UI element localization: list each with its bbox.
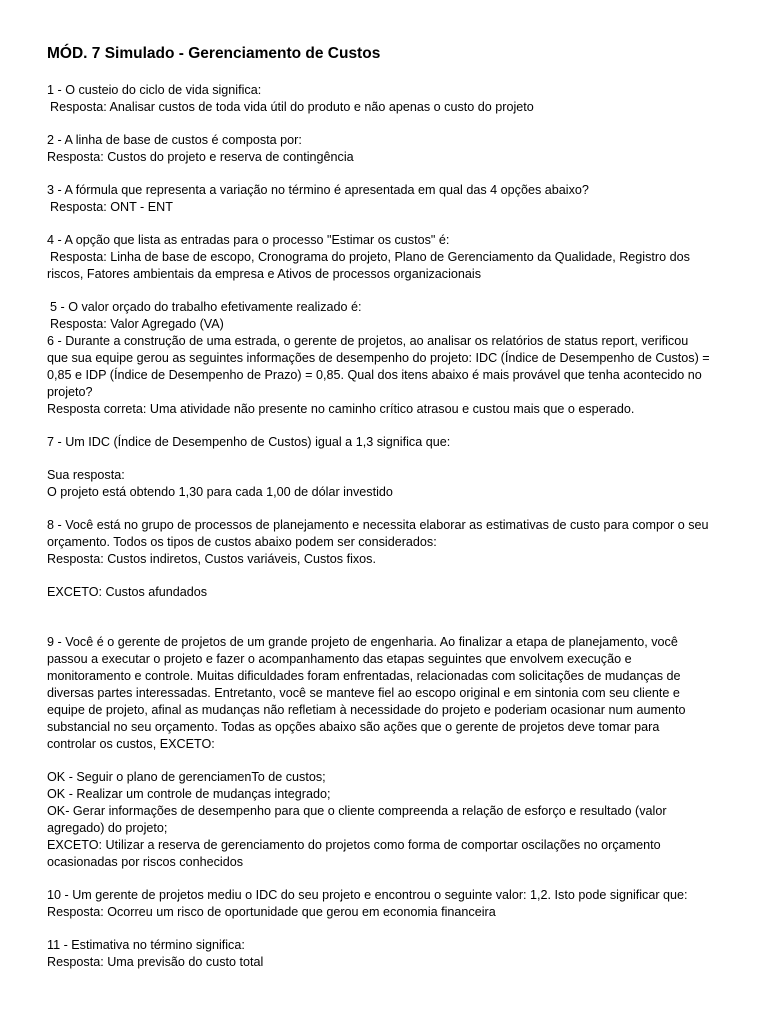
question-6-line-1: 6 - Durante a construção de uma estrada, o gerente de projetos, ao analisar os relatórios de status report, verificou bbox=[47, 334, 689, 348]
answer-11: Resposta: Uma previsão do custo total bbox=[47, 955, 264, 969]
question-9-line-6: substancial no seu orçamento. Todas as opções abaixo são ações que o gerente de projetos deve tomar para bbox=[47, 720, 660, 734]
answer-8: Resposta: Custos indiretos, Custos variáveis, Custos fixos. bbox=[47, 552, 376, 566]
question-11: 11 - Estimativa no término significa: bbox=[47, 938, 245, 952]
answer-9-exception-line-1: EXCETO: Utilizar a reserva de gerenciamento do projetos como forma de comportar oscilações no orçamento bbox=[47, 838, 661, 852]
question-9-line-3: monitoramento e controle. Muitas dificuldades foram enfrentadas, relacionadas com solicitações de mudanças de bbox=[47, 669, 681, 683]
question-6-line-4: projeto? bbox=[47, 385, 93, 399]
question-8-line-1: 8 - Você está no grupo de processos de planejamento e necessita elaborar as estimativas de custo para compor o seu bbox=[47, 518, 709, 532]
answer-9-option-3-line-1: OK- Gerar informações de desempenho para que o cliente compreenda a relação de esforço e resultado (valor bbox=[47, 804, 667, 818]
answer-7: O projeto está obtendo 1,30 para cada 1,00 de dólar investido bbox=[47, 485, 393, 499]
question-9-line-1: 9 - Você é o gerente de projetos de um grande projeto de engenharia. Ao finalizar a etapa de planejamento, você bbox=[47, 635, 678, 649]
answer-2: Resposta: Custos do projeto e reserva de contingência bbox=[47, 150, 354, 164]
answer-7-label: Sua resposta: bbox=[47, 468, 125, 482]
answer-5: Resposta: Valor Agregado (VA) bbox=[50, 317, 224, 331]
answer-10: Resposta: Ocorreu um risco de oportunidade que gerou em economia financeira bbox=[47, 905, 496, 919]
question-1: 1 - O custeio do ciclo de vida significa: bbox=[47, 83, 262, 97]
answer-1: Resposta: Analisar custos de toda vida útil do produto e não apenas o custo do projeto bbox=[50, 100, 534, 114]
question-9-line-5: equipe de projeto, afinal as mudanças não refletiam à necessidade do projeto e poderiam ocasionar num aumento bbox=[47, 703, 686, 717]
question-6-line-2: que sua equipe gerou as seguintes informações de desempenho do projeto: IDC (Índice de Desempenho de Custos) = bbox=[47, 351, 710, 365]
question-8-line-2: orçamento. Todos os tipos de custos abaixo podem ser considerados: bbox=[47, 535, 437, 549]
question-10: 10 - Um gerente de projetos mediu o IDC do seu projeto e encontrou o seguinte valor: 1,2. Isto pode significar que: bbox=[47, 888, 688, 902]
question-7: 7 - Um IDC (Índice de Desempenho de Custos) igual a 1,3 significa que: bbox=[47, 435, 451, 449]
question-3: 3 - A fórmula que representa a variação no término é apresentada em qual das 4 opções abaixo? bbox=[47, 183, 589, 197]
answer-6: Resposta correta: Uma atividade não presente no caminho crítico atrasou e custou mais que o esperado. bbox=[47, 402, 635, 416]
answer-3: Resposta: ONT - ENT bbox=[50, 200, 173, 214]
answer-4-line-1: Resposta: Linha de base de escopo, Cronograma do projeto, Plano de Gerenciamento da Qualidade, Registro dos bbox=[50, 250, 690, 264]
question-2: 2 - A linha de base de custos é composta por: bbox=[47, 133, 302, 147]
answer-4-line-2: riscos, Fatores ambientais da empresa e Ativos de processos organizacionais bbox=[47, 267, 481, 281]
answer-9-option-1: OK - Seguir o plano de gerenciamenTo de custos; bbox=[47, 770, 326, 784]
question-9-line-2: passou a executar o projeto e fazer o acompanhamento das etapas seguintes que envolvem execução e bbox=[47, 652, 632, 666]
question-5: 5 - O valor orçado do trabalho efetivamente realizado é: bbox=[50, 300, 362, 314]
answer-8-exception: EXCETO: Custos afundados bbox=[47, 585, 208, 599]
document-body bbox=[47, 82, 727, 971]
answer-9-exception-line-2: ocasionadas por riscos conhecidos bbox=[47, 855, 244, 869]
question-9-line-7: controlar os custos, EXCETO: bbox=[47, 737, 215, 751]
question-6-line-3: 0,85 e IDP (Índice de Desempenho de Prazo) = 0,85. Qual dos itens abaixo é mais provável que tenha acontecido no bbox=[47, 368, 702, 382]
answer-9-option-3-line-2: agregado) do projeto; bbox=[47, 821, 168, 835]
question-4: 4 - A opção que lista as entradas para o processo "Estimar os custos" é: bbox=[47, 233, 450, 247]
page-title: MÓD. 7 Simulado - Gerenciamento de Custos bbox=[47, 45, 381, 62]
answer-9-option-2: OK - Realizar um controle de mudanças integrado; bbox=[47, 787, 331, 801]
question-9-line-4: diversas partes interessadas. Entretanto, você se manteve fiel ao escopo original e em sintonia com seu cliente e bbox=[47, 686, 680, 700]
